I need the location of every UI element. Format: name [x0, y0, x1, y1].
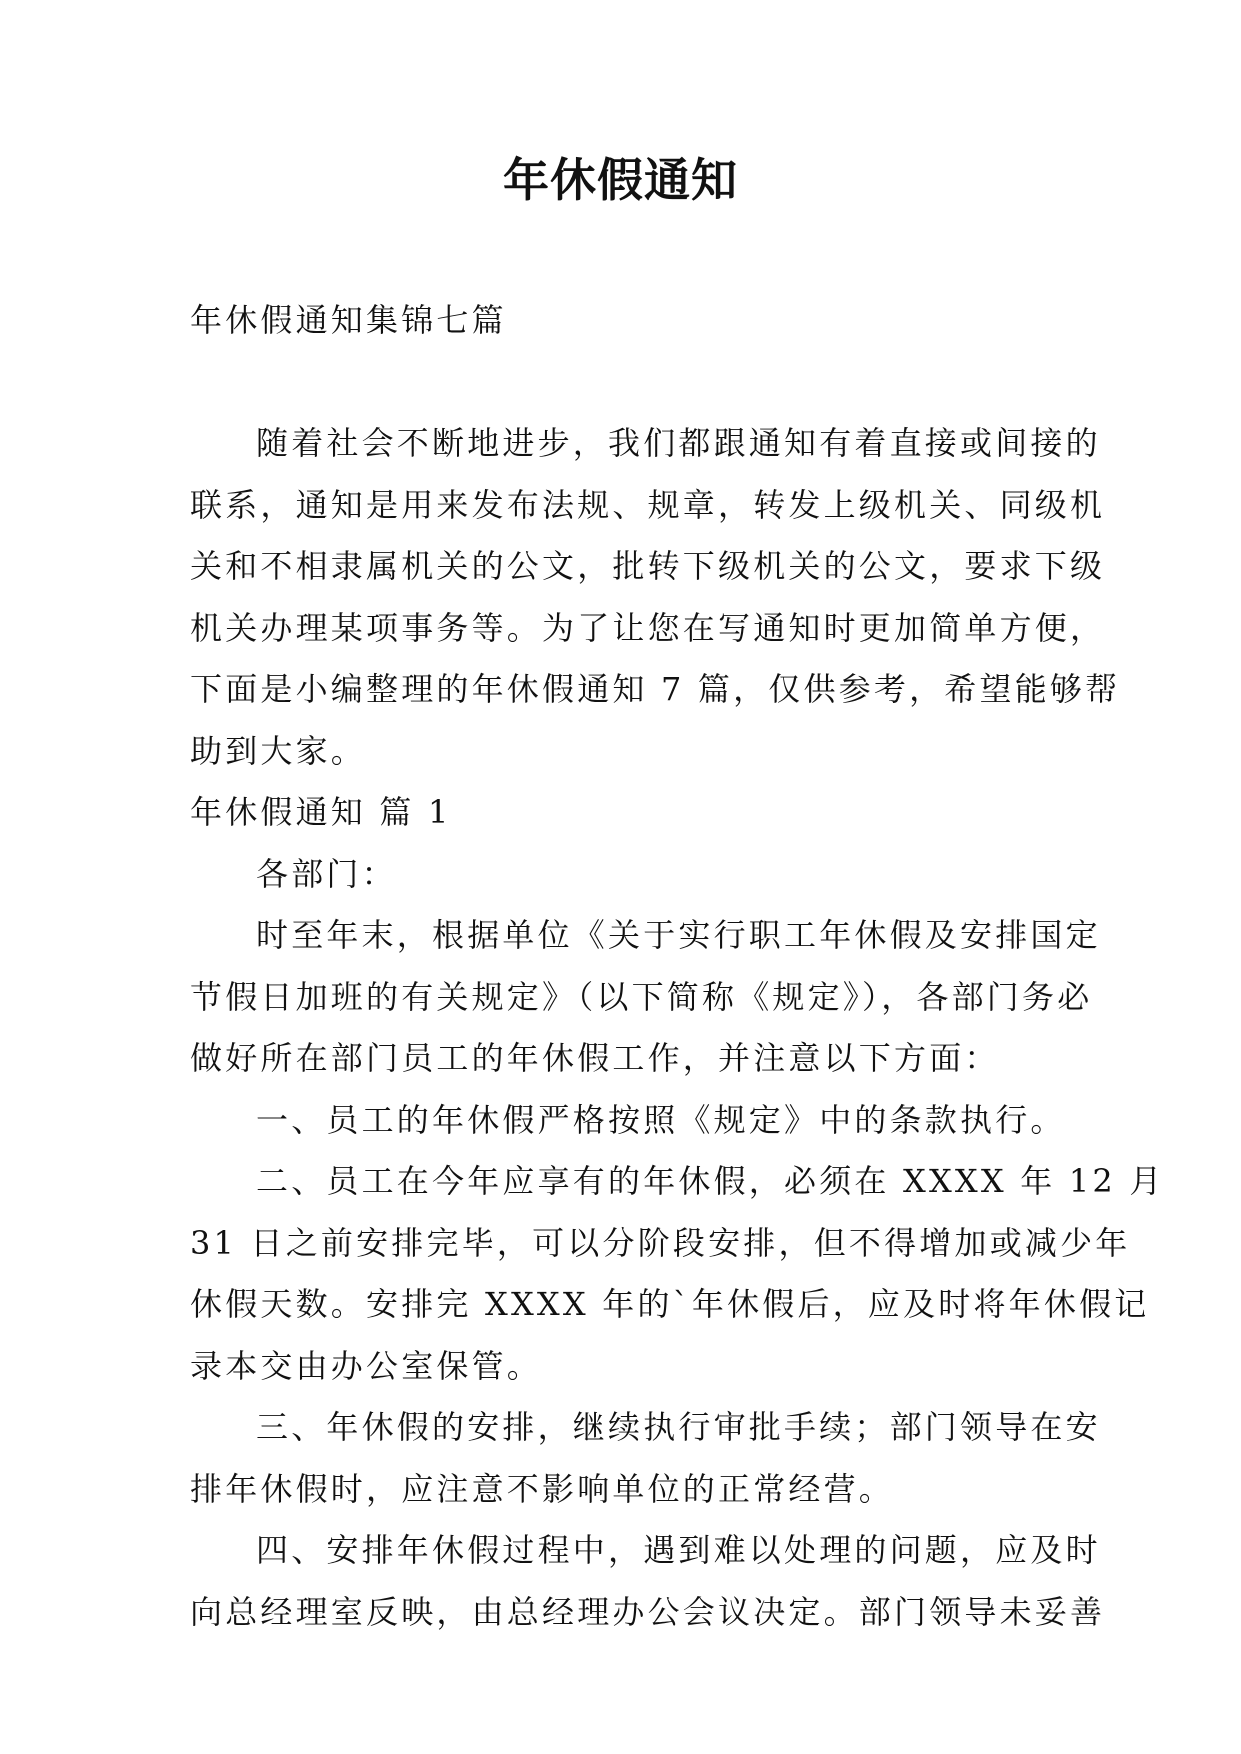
text-line: 三、年休假的安排，继续执行审批手续；部门领导在安 — [256, 1408, 1101, 1446]
document-title: 年休假通知 — [503, 153, 738, 207]
text-line: 时至年末，根据单位《关于实行职工年休假及安排国定 — [256, 916, 1101, 954]
text-line: 节假日加班的有关规定》（以下简称《规定》），各部门务必 — [190, 977, 1093, 1016]
text-line: 31 日之前安排完毕，可以分阶段安排，但不得增加或减少年 — [190, 1223, 1131, 1262]
text-line: 二、员工在今年应享有的年休假，必须在 XXXX 年 12 月 — [256, 1162, 1165, 1200]
text-line: 年休假通知 篇 1 — [190, 793, 452, 831]
text-line: 关和不相隶属机关的公文，批转下级机关的公文，要求下级 — [190, 547, 1106, 585]
document-subtitle: 年休假通知集锦七篇 — [190, 301, 507, 339]
text-line: 联系，通知是用来发布法规、规章，转发上级机关、同级机 — [190, 485, 1106, 524]
text-line: 助到大家。 — [190, 731, 367, 770]
text-line: 向总经理室反映，由总经理办公会议决定。部门领导未妥善 — [190, 1592, 1106, 1631]
text-line: 随着社会不断地进步，我们都跟通知有着直接或间接的 — [256, 424, 1101, 462]
text-line: 录本交由办公室保管。 — [190, 1346, 543, 1385]
document-body — [190, 290, 1165, 1643]
text-line: 排年休假时，应注意不影响单位的正常经营。 — [190, 1469, 895, 1508]
text-line: 做好所在部门员工的年休假工作，并注意以下方面： — [190, 1039, 1000, 1077]
text-line: 一、员工的年休假严格按照《规定》中的条款执行。 — [256, 1100, 1066, 1139]
paragraph-lines — [190, 413, 1165, 1643]
text-line: 四、安排年休假过程中，遇到难以处理的问题，应及时 — [256, 1531, 1101, 1569]
text-line: 机关办理某项事务等。为了让您在写通知时更加简单方便， — [190, 608, 1106, 647]
text-line: 下面是小编整理的年休假通知 7 篇，仅供参考，希望能够帮 — [190, 670, 1121, 708]
text-line: 休假天数。安排完 XXXX 年的`年休假后，应及时将年休假记 — [190, 1285, 1150, 1323]
text-line: 各部门： — [256, 854, 397, 893]
blank-line — [190, 352, 1060, 414]
